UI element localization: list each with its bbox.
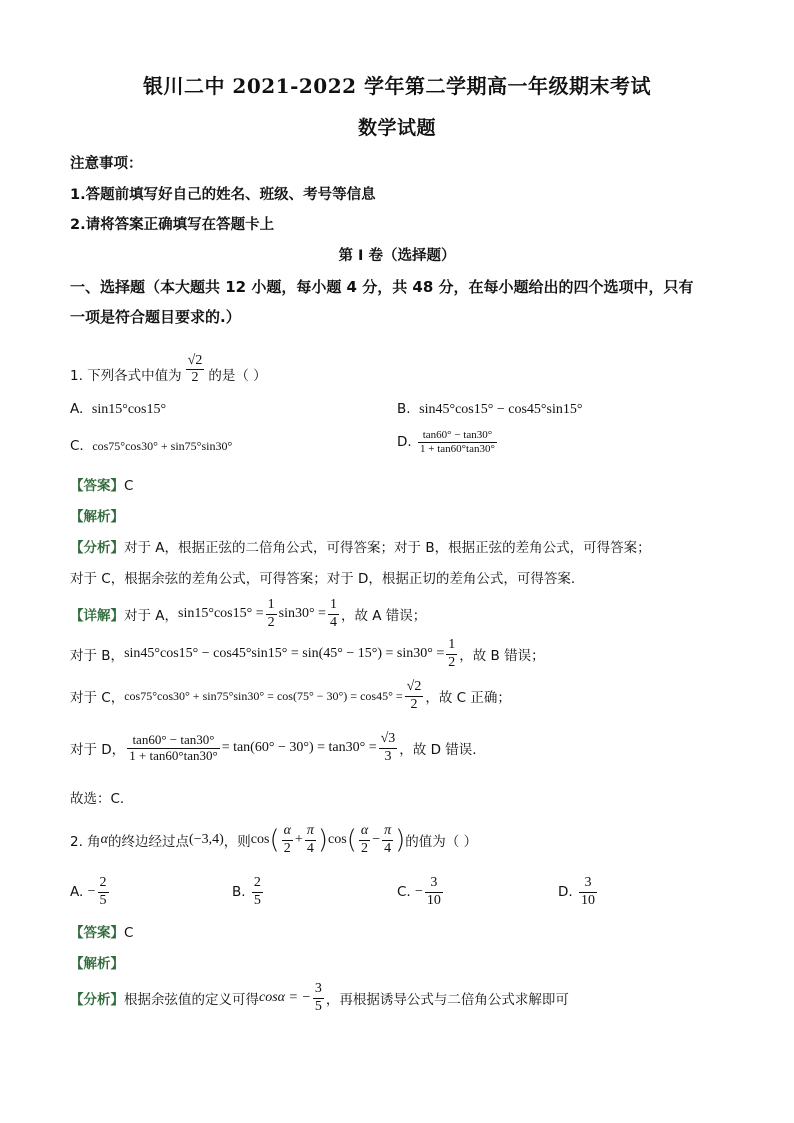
q1-detail-b-suffix: ，故 B 错误； — [459, 648, 545, 664]
q1-stem-suffix: 的是（ ） — [208, 368, 267, 384]
q1-detail-d-rfrac — [379, 731, 398, 764]
q2-option-b-num: 2 — [252, 875, 263, 892]
q1-detail-c-suffix: ，故 C 正确； — [425, 690, 511, 706]
q1-detail-c-num: √2 — [405, 679, 424, 696]
q1-detail-c-prefix: 对于 C， — [70, 690, 125, 706]
q2-answer-tag: 【答案】 — [70, 925, 124, 941]
q1-option-d — [397, 429, 499, 455]
q1-option-c-text: cos75°cos30° + sin75°sin30° — [92, 439, 233, 453]
q1-stem-fraction — [186, 353, 205, 386]
q1-option-a — [70, 401, 166, 418]
q1-detail-b — [70, 634, 545, 674]
q1-detail-c-den: 2 — [410, 696, 418, 712]
q2-plus: + — [294, 832, 303, 847]
q2-answer-value: C — [124, 925, 134, 941]
q2-option-d-num: 3 — [579, 875, 597, 892]
q2-option-a-den: 5 — [99, 892, 107, 908]
q1-option-c-label: C. — [70, 438, 84, 454]
q2-fenxi-num: 3 — [313, 981, 324, 998]
q2-lparen-1: ( — [269, 825, 280, 855]
q1-analysis-tag: 【解析】 — [70, 509, 124, 525]
q2-option-d-label: D. — [558, 884, 573, 900]
q1-fenxi-text1: 对于 A，根据正弦的二倍角公式，可得答案；对于 B，根据正弦的差角公式，可得答案； — [124, 540, 651, 556]
q2-frac-a2-den: 2 — [361, 840, 369, 856]
q2-frac-pi2-num: π — [382, 823, 393, 840]
q1-detail-c-frac — [405, 679, 424, 712]
q1-option-d-label: D. — [397, 434, 412, 451]
q2-stem-mid: 的终边经过点 — [108, 834, 190, 850]
q1-option-a-text: sin15°cos15° — [91, 402, 167, 417]
q2-option-c-num: 3 — [425, 875, 443, 892]
q2-frac-pi2 — [382, 823, 393, 856]
q1-detail-d-suffix: ，故 D 错误. — [399, 742, 477, 758]
q2-option-b-frac — [252, 875, 263, 908]
q2-frac-a2-num: α — [359, 823, 370, 840]
q1-detail-b-num: 1 — [446, 637, 457, 654]
q1-detail-a-frac2-den: 4 — [329, 614, 337, 630]
q1-detail-d — [70, 726, 477, 770]
q2-fenxi — [70, 976, 569, 1020]
q1-detail-a-frac1-num: 1 — [266, 597, 277, 614]
q2-option-b-label: B. — [232, 884, 246, 900]
q1-frac-den: 2 — [191, 369, 199, 385]
q1-option-c — [70, 438, 232, 454]
q2-fenxi-prefix: 根据余弦值的定义可得 — [124, 992, 259, 1008]
q1-analysis — [70, 505, 124, 525]
q2-option-a — [70, 872, 111, 912]
q2-rparen-2: ) — [395, 825, 406, 855]
q2-frac-a1 — [282, 823, 293, 856]
q2-option-d-den: 10 — [580, 892, 595, 908]
q1-detail-d-rnum: √3 — [379, 731, 398, 748]
q2-frac-pi1 — [305, 823, 316, 856]
q1-stem-prefix: 1. 下列各式中值为 — [70, 368, 182, 384]
q1-detail-d-prefix: 对于 D， — [70, 742, 126, 758]
q2-analysis — [70, 952, 124, 972]
q1-fenxi-line1 — [70, 536, 651, 556]
exam-subtitle: 数学试题 — [357, 117, 436, 139]
q1-detail-d-den: 1 + tan60°tan30° — [129, 747, 218, 763]
q2-minus: − — [372, 832, 381, 847]
q2-fenxi-frac — [313, 981, 324, 1014]
q1-detail-a-prefix: 对于 A， — [124, 608, 179, 624]
volume-heading: 第 I 卷（选择题） — [338, 248, 456, 264]
q1-answer-tag: 【答案】 — [70, 478, 124, 494]
q2-frac-pi1-den: 4 — [306, 840, 314, 856]
q1-fenxi-line2: 对于 C，根据余弦的差角公式，可得答案；对于 D，根据正切的差角公式，可得答案. — [70, 571, 576, 587]
q1-detail-a-suffix: ，故 A 错误； — [340, 608, 427, 624]
q2-rparen-1: ) — [317, 825, 329, 855]
notes-heading: 注意事项： — [70, 156, 143, 172]
q2-option-c-frac — [425, 875, 443, 908]
q1-fenxi-tag: 【分析】 — [70, 540, 124, 556]
notes-item-2: 2.请将答案正确填写在答题卡上 — [70, 217, 275, 233]
q2-stem-then: ，则 — [223, 834, 251, 850]
q1-answer — [70, 474, 133, 494]
q1-detail-c — [70, 676, 511, 716]
notes-item-1: 1.答题前填写好自己的姓名、班级、考号等信息 — [70, 187, 376, 203]
q1-option-d-den: 1 + tan60°tan30° — [419, 442, 495, 455]
q1-detail-b-prefix: 对于 B， — [70, 648, 125, 664]
q2-lparen-2: ( — [346, 825, 357, 855]
q1-conclusion: 故选：C. — [70, 791, 125, 807]
q1-detail-d-rden: 3 — [384, 748, 392, 764]
q2-analysis-tag: 【解析】 — [70, 956, 124, 972]
q1-option-b-label: B. — [397, 401, 411, 417]
q1-option-b-text: sin45°cos15° − cos45°sin15° — [419, 402, 583, 417]
q1-detail-d-frac — [127, 733, 220, 764]
q2-fenxi-tag: 【分析】 — [70, 992, 124, 1008]
q2-fenxi-suffix: ，再根据诱导公式与二倍角公式求解即可 — [325, 992, 569, 1008]
q1-detail-a-expr: sin15°cos15° = — [178, 606, 264, 621]
q1-frac-num: √2 — [186, 353, 205, 370]
q1-detail-a-frac1-den: 2 — [267, 614, 275, 630]
q2-frac-a2 — [359, 823, 370, 856]
q1-detail-b-den: 2 — [448, 654, 456, 670]
q1-option-d-num: tan60° − tan30° — [418, 429, 497, 443]
q2-option-c-den: 10 — [426, 892, 441, 908]
q1-detail-d-mid: = tan(60° − 30°) = tan30° = — [221, 740, 377, 755]
q2-option-c-sign: − — [415, 884, 423, 899]
q2-frac-pi1-num: π — [305, 823, 316, 840]
q2-option-a-frac — [98, 875, 109, 908]
q2-cos1: cos — [250, 832, 270, 847]
q2-frac-a1-num: α — [282, 823, 293, 840]
q1-option-d-fraction — [418, 429, 497, 455]
q1-detail-c-expr: cos75°cos30° + sin75°sin30° = cos(75° − 30°) = cos45° = — [124, 688, 403, 703]
q1-detail-a-frac2 — [328, 597, 339, 630]
q2-option-c-label: C. — [397, 884, 411, 900]
q2-fenxi-den: 5 — [314, 998, 322, 1014]
q2-option-b-den: 5 — [253, 892, 261, 908]
q2-frac-pi2-den: 4 — [384, 840, 392, 856]
q1-detail-a-mid: sin30° = — [278, 606, 326, 621]
q1-option-b — [397, 401, 582, 418]
q2-frac-a1-den: 2 — [283, 840, 291, 856]
q2-stem-suffix: 的值为（ ） — [405, 834, 478, 850]
q2-option-c — [397, 872, 445, 912]
q1-detail-b-expr: sin45°cos15° − cos45°sin15° = sin(45° − 15°) = sin30° = — [124, 646, 445, 661]
q2-point: (−3,4) — [189, 832, 224, 847]
q1-detail-a-frac2-num: 1 — [328, 597, 339, 614]
q2-alpha: α — [100, 832, 109, 847]
q1-stem — [70, 342, 267, 386]
q2-option-a-label: A. — [70, 884, 84, 900]
q2-option-a-sign: − — [87, 884, 96, 899]
q2-stem — [70, 818, 477, 862]
q2-fenxi-cos: cosα = − — [259, 990, 311, 1005]
q2-option-a-num: 2 — [98, 875, 109, 892]
q1-answer-value: C — [124, 478, 134, 494]
q1-detail-tag: 【详解】 — [70, 608, 124, 624]
q2-stem-prefix: 2. 角 — [70, 834, 101, 850]
q1-detail-d-num: tan60° − tan30° — [127, 733, 220, 749]
exam-title: 银川二中 2021-2022 学年第二学期高一年级期末考试 — [142, 74, 652, 98]
q2-option-b — [232, 872, 265, 912]
q1-option-a-label: A. — [70, 401, 84, 417]
q2-answer — [70, 921, 133, 941]
q2-option-d-frac — [579, 875, 597, 908]
q1-detail-a-frac1 — [266, 597, 277, 630]
q2-option-d — [558, 872, 599, 912]
section-instructions-line1: 一、选择题（本大题共 12 小题，每小题 4 分，共 48 分，在每小题给出的四个选项中，只有 — [70, 278, 694, 296]
q1-detail-a — [70, 594, 426, 634]
q2-cos2: cos — [328, 832, 347, 847]
q1-detail-b-frac — [446, 637, 457, 670]
section-instructions-line2: 一项是符合题目要求的.） — [70, 308, 241, 326]
